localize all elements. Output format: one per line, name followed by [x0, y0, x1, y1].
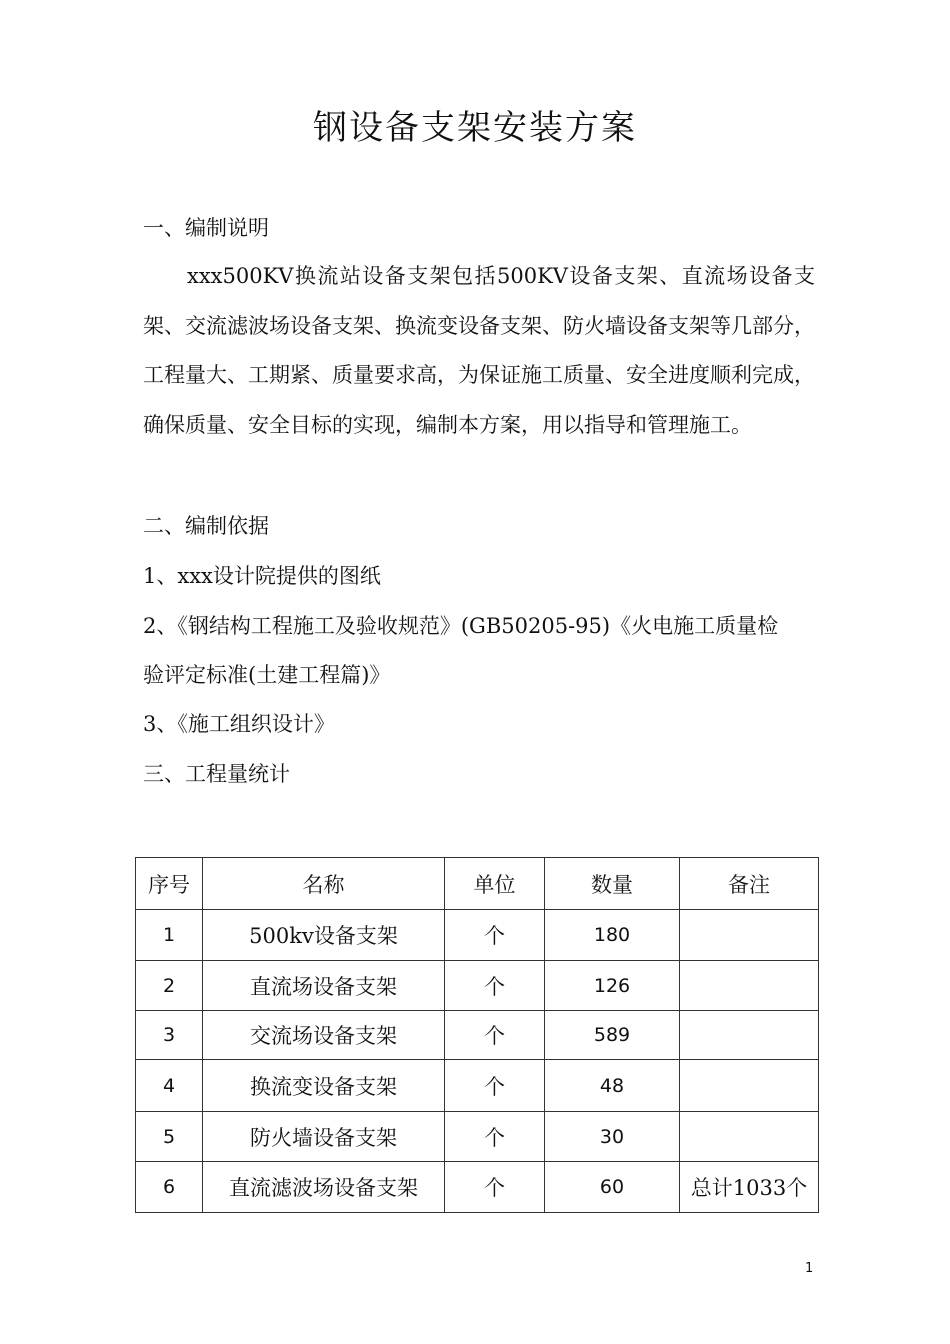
cell-remark [680, 961, 819, 1011]
cell-name: 直流滤波场设备支架 [203, 1162, 445, 1213]
cell-quantity: 48 [545, 1060, 680, 1112]
section-heading-1: 一、编制说明 [143, 216, 269, 240]
table-row [136, 910, 819, 961]
cell-index: 5 [136, 1112, 203, 1162]
table-row [136, 1060, 819, 1112]
cell-quantity: 60 [545, 1162, 680, 1213]
table-row [136, 1011, 819, 1060]
cell-index: 1 [136, 910, 203, 961]
header-cell-quantity: 数量 [545, 858, 680, 910]
table-row [136, 1162, 819, 1213]
cell-index: 3 [136, 1011, 203, 1060]
cell-index: 6 [136, 1162, 203, 1213]
document-title: 钢设备支架安装方案 [313, 108, 637, 148]
cell-remark [680, 1011, 819, 1060]
basis-item-3: 3、《施工组织设计》 [143, 712, 335, 736]
cell-remark: 总计1033个 [680, 1162, 819, 1213]
header-cell-name: 名称 [203, 858, 445, 910]
cell-name: 500kv设备支架 [203, 910, 445, 961]
section-1-paragraph: xxx500KV换流站设备支架包括500KV设备支架、直流场设备支架、交流滤波场设备支架、换流变设备支架、防火墙设备支架等几部分，工程量大、工期紧、质量要求高，为保证施工质量、安全进度顺利完成，确保质量、安全目标的实现，编制本方案，用以指导和管理施工。 [143, 264, 815, 437]
cell-quantity: 30 [545, 1112, 680, 1162]
cell-unit: 个 [445, 1112, 545, 1162]
header-cell-index: 序号 [136, 858, 203, 910]
cell-remark [680, 1112, 819, 1162]
section-heading-3: 三、工程量统计 [143, 762, 290, 786]
cell-remark [680, 1060, 819, 1112]
cell-unit: 个 [445, 910, 545, 961]
cell-name: 防火墙设备支架 [203, 1112, 445, 1162]
cell-index: 4 [136, 1060, 203, 1112]
cell-unit: 个 [445, 1162, 545, 1213]
header-cell-unit: 单位 [445, 858, 545, 910]
cell-index: 2 [136, 961, 203, 1011]
header-cell-remark: 备注 [680, 858, 819, 910]
cell-quantity: 126 [545, 961, 680, 1011]
cell-unit: 个 [445, 1011, 545, 1060]
cell-name: 直流场设备支架 [203, 961, 445, 1011]
section-heading-2: 二、编制依据 [143, 514, 269, 538]
basis-item-2-line-1: 2、《钢结构工程施工及验收规范》(GB50205-95)《火电施工质量检 [143, 614, 779, 638]
cell-unit: 个 [445, 1060, 545, 1112]
table-row [136, 1112, 819, 1162]
quantity-table [135, 857, 819, 1213]
cell-remark [680, 910, 819, 961]
cell-quantity: 589 [545, 1011, 680, 1060]
cell-unit: 个 [445, 961, 545, 1011]
cell-name: 换流变设备支架 [203, 1060, 445, 1112]
basis-item-1: 1、xxx设计院提供的图纸 [143, 564, 381, 588]
table-row [136, 961, 819, 1011]
cell-quantity: 180 [545, 910, 680, 961]
table-header-row [136, 858, 819, 910]
page-number: 1 [805, 1261, 814, 1276]
cell-name: 交流场设备支架 [203, 1011, 445, 1060]
basis-item-2-line-2: 验评定标准(土建工程篇)》 [143, 663, 391, 687]
